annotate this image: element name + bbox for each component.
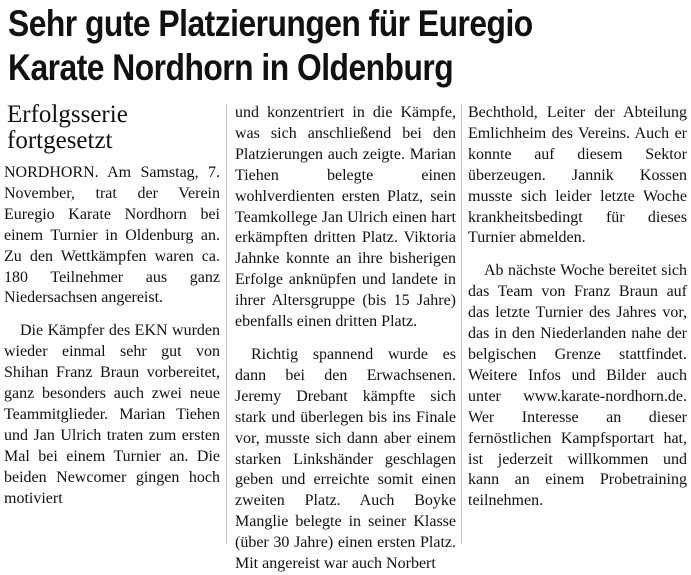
paragraph-3 — [235, 345, 456, 575]
subheadline-line-1: Erfolgsserie — [7, 101, 128, 128]
paragraph-4 — [468, 261, 687, 512]
paragraph-3-continued — [468, 103, 687, 249]
article-headline — [8, 2, 593, 90]
paragraph-2-text: Die Kämpfer des EKN wurden wieder einmal sehr gut von Shihan Franz Braun vorbereitet, ganz besonders auch zwei neue Teammitglieder. Marian Tiehen und Jan Ulrich traten zum ersten Mal bei einem Turnier an. Die beiden Newcomer gingen hoch motiviert — [4, 322, 220, 507]
paragraph-2-continued-text: und konzentriert in die Kämpfe, was sich anschließend bei den Platzierungen auch zeigte. Marian Tiehen belegte einen wohlverdienten ersten Platz, sein Teamkollege Jan Ulrich einen hart erkämpften dritten Platz. Viktoria Jahnke konnte an ihre bisherigen Erfolge anknüpfen und landete in ihrer Altersgruppe (bis 15 Jahre) ebenfalls einen dritten Platz. — [235, 104, 456, 331]
paragraph-4-text: Ab nächste Woche bereitet sich das Team von Franz Braun auf das letzte Turnier des Jahres vor, das in den Niederlanden nahe der belgischen Grenze stattfindet. Weitere Infos und Bilder auch unter www.karate-nordhorn.de. Wer Interesse an dieser fernöstlichen Kampfsportart hat, ist jederzeit willkommen und kann an einem Probetraining teilnehmen. — [468, 262, 687, 510]
paragraph-1 — [4, 163, 220, 309]
article-column-2 — [235, 103, 456, 575]
article-subheadline — [7, 102, 220, 154]
headline-line-1: Sehr gute Platzierungen für Euregio — [8, 3, 533, 44]
headline-line-2: Karate Nordhorn in Oldenburg — [8, 47, 454, 88]
paragraph-2 — [4, 321, 220, 509]
paragraph-2-continued — [235, 103, 456, 333]
paragraph-1-text: NORDHORN. Am Samstag, 7. November, trat der Verein Euregio Karate Nordhorn bei einem Turnier in Oldenburg an. Zu den Wettkämpfen waren ca. 180 Teilnehmer aus ganz Niedersachsen angereist. — [4, 164, 220, 307]
column-divider-1 — [226, 104, 227, 544]
paragraph-3-text: Richtig spannend wurde es dann bei den Erwachsenen. Jeremy Drebant kämpfte sich stark und überlegen bis ins Finale vor, musste sich dann aber einem starken Linkshänder geschlagen geben und erreichte somit einen zweiten Platz. Auch Boyke Manglie belegte in seiner Klasse (über 30 Jahre) einen ersten Platz. Mit angereist war auch Norbert — [235, 345, 456, 573]
column-divider-2 — [461, 104, 462, 544]
article-column-3 — [468, 103, 687, 512]
paragraph-3-continued-text: Bechthold, Leiter der Abteilung Emlichheim des Vereins. Auch er konnte auf diesem Sektor überzeugen. Jannik Kossen musste sich leider letzte Woche krankheitsbedingt für dieses Turnier abmelden. — [468, 104, 687, 247]
article-column-1 — [4, 102, 220, 510]
subheadline-line-2: fortgesetzt — [7, 127, 113, 154]
